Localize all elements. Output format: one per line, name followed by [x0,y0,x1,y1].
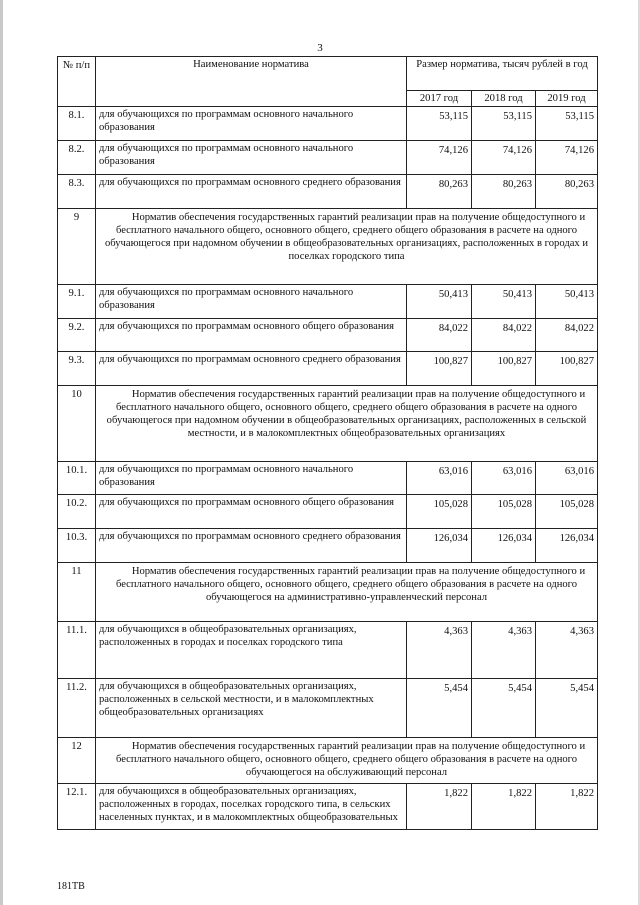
table-row [58,622,598,679]
value-2019: 126,034 [536,529,598,563]
row-name: для обучающихся по программам основного начального образования [96,462,407,495]
row-number: 9.3. [58,352,96,386]
value-2017: 53,115 [407,107,472,141]
row-name: для обучающихся в общеобразовательных организациях, расположенных в городах и поселках городского типа [96,622,407,679]
table-row [58,175,598,209]
section-row [58,563,598,622]
value-2019: 80,263 [536,175,598,209]
row-name: для обучающихся по программам основного среднего образования [96,175,407,209]
section-title: Норматив обеспечения государственных гарантий реализации прав на получение общедоступного и бесплатного начального общего, основного общего, среднего общего образования в расчете на одного обучающегося при надомном обучении в общеобразовательных организациях, расположенных в городах и поселках городского типа [96,209,598,285]
row-number: 10.3. [58,529,96,563]
value-2019: 1,822 [536,784,598,830]
value-2018: 53,115 [472,107,536,141]
header-year-2019: 2019 год [536,91,598,107]
value-2018: 74,126 [472,141,536,175]
value-2018: 1,822 [472,784,536,830]
row-number: 9.1. [58,285,96,319]
header-year-2017: 2017 год [407,91,472,107]
value-2018: 100,827 [472,352,536,386]
section-title: Норматив обеспечения государственных гарантий реализации прав на получение общедоступного и бесплатного начального общего, основного общего, среднего общего образования в расчете на одного обучающегося на административно-управленческий персонал [96,563,598,622]
row-number: 10.1. [58,462,96,495]
value-2019: 50,413 [536,285,598,319]
row-name: для обучающихся в общеобразовательных организациях, расположенных в городах, поселках городского типа, в сельских населенных пунктах, и в малокомплектных общеобразовательных [96,784,407,830]
row-number: 8.2. [58,141,96,175]
value-2017: 4,363 [407,622,472,679]
value-2017: 63,016 [407,462,472,495]
value-2018: 4,363 [472,622,536,679]
row-number: 11 [58,563,96,622]
table-row [58,679,598,738]
value-2019: 63,016 [536,462,598,495]
page-number: 3 [317,42,323,54]
value-2017: 84,022 [407,319,472,352]
section-row [58,209,598,285]
header-name: Наименование норматива [96,57,407,107]
table-row [58,462,598,495]
value-2018: 84,022 [472,319,536,352]
section-row [58,738,598,784]
value-2017: 80,263 [407,175,472,209]
table-row [58,319,598,352]
header-row [58,57,598,91]
row-name: для обучающихся по программам основного среднего образования [96,529,407,563]
normative-table [57,56,598,830]
row-number: 11.2. [58,679,96,738]
value-2018: 5,454 [472,679,536,738]
row-number: 10 [58,386,96,462]
table-row [58,784,598,830]
row-name: для обучающихся по программам основного общего образования [96,319,407,352]
row-name: для обучающихся по программам основного начального образования [96,285,407,319]
value-2019: 105,028 [536,495,598,529]
value-2018: 126,034 [472,529,536,563]
section-title: Норматив обеспечения государственных гарантий реализации прав на получение общедоступного и бесплатного начального общего, основного общего, среднего общего образования в расчете на одного обучающегося на обслуживающий персонал [96,738,598,784]
value-2017: 1,822 [407,784,472,830]
row-name: для обучающихся по программам основного начального образования [96,107,407,141]
value-2017: 100,827 [407,352,472,386]
value-2018: 105,028 [472,495,536,529]
table-row [58,529,598,563]
row-name: для обучающихся по программам основного общего образования [96,495,407,529]
row-number: 9 [58,209,96,285]
value-2019: 84,022 [536,319,598,352]
scan-edge-left [0,0,3,905]
value-2019: 5,454 [536,679,598,738]
header-num: № п/п [58,57,96,107]
header-size: Размер норматива, тысяч рублей в год [407,57,598,91]
row-number: 11.1. [58,622,96,679]
footer-code: 181ТВ [57,881,85,892]
table-row [58,285,598,319]
section-row [58,386,598,462]
value-2019: 74,126 [536,141,598,175]
value-2017: 50,413 [407,285,472,319]
row-name: для обучающихся по программам основного начального образования [96,141,407,175]
row-number: 10.2. [58,495,96,529]
value-2017: 74,126 [407,141,472,175]
row-name: для обучающихся в общеобразовательных организациях, расположенных в сельской местности, и в малокомплектных общеобразовательных организациях [96,679,407,738]
section-title: Норматив обеспечения государственных гарантий реализации прав на получение общедоступного и бесплатного начального общего, основного общего, среднего общего образования в расчете на одного обучающегося при надомном обучении в общеобразовательных организациях, расположенных в сельской местности, и в малокомплектных общеобразовательных организациях [96,386,598,462]
table-row [58,141,598,175]
value-2018: 63,016 [472,462,536,495]
value-2019: 4,363 [536,622,598,679]
value-2019: 53,115 [536,107,598,141]
value-2017: 105,028 [407,495,472,529]
row-number: 12 [58,738,96,784]
header-year-2018: 2018 год [472,91,536,107]
row-number: 9.2. [58,319,96,352]
table-row [58,352,598,386]
value-2017: 5,454 [407,679,472,738]
value-2017: 126,034 [407,529,472,563]
row-name: для обучающихся по программам основного среднего образования [96,352,407,386]
table-row [58,107,598,141]
row-number: 8.3. [58,175,96,209]
row-number: 8.1. [58,107,96,141]
value-2018: 50,413 [472,285,536,319]
table-row [58,495,598,529]
value-2018: 80,263 [472,175,536,209]
value-2019: 100,827 [536,352,598,386]
row-number: 12.1. [58,784,96,830]
